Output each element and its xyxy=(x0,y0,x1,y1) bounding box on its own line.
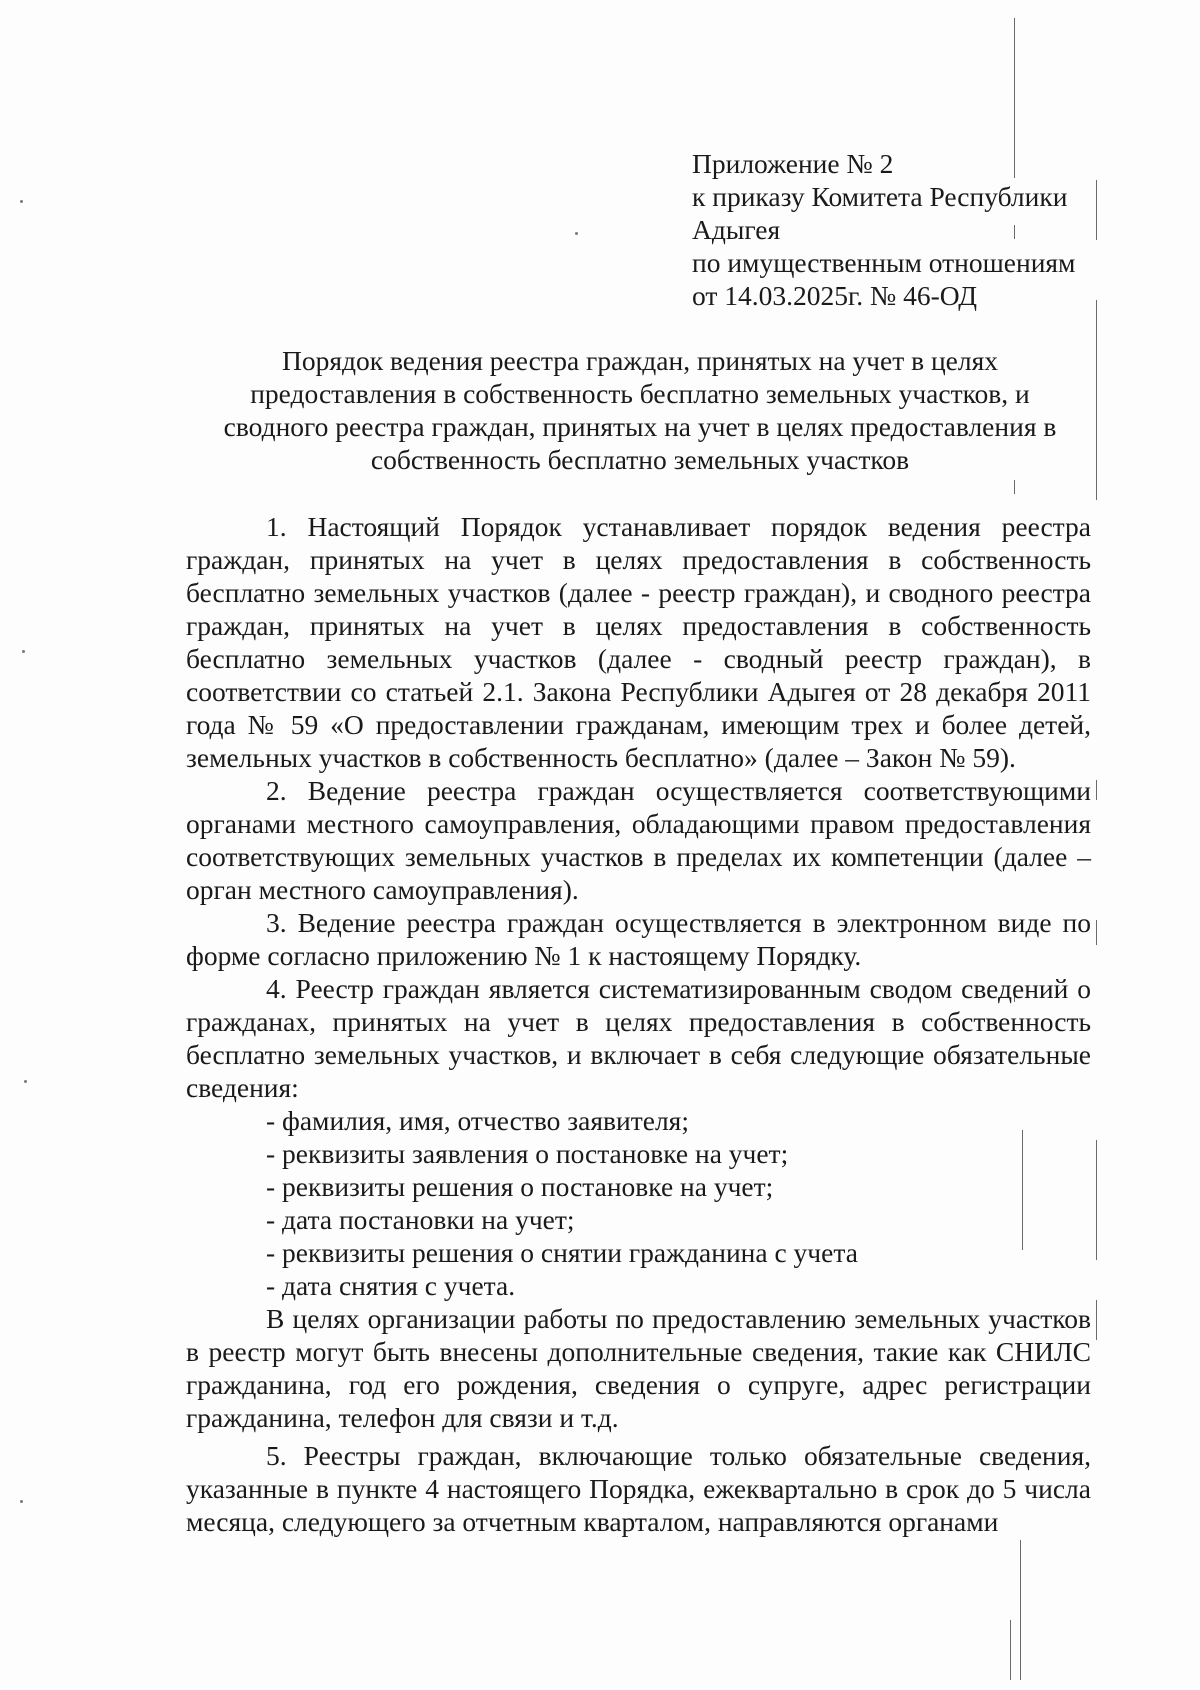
scan-artifact-line xyxy=(1096,1300,1097,1340)
scan-artifact-dot xyxy=(20,200,23,203)
title-line: сводного реестра граждан, принятых на учет в целях предоставления в xyxy=(223,411,1057,442)
scan-artifact-line xyxy=(1096,920,1097,945)
title-line: Порядок ведения реестра граждан, принятых на учет в целях xyxy=(282,345,998,376)
scan-artifact-dot xyxy=(20,1500,23,1503)
appendix-header xyxy=(692,147,1075,312)
scan-artifact-dot xyxy=(22,650,25,653)
paragraph-additional-info: В целях организации работы по предоставлению земельных участков в реестр могут быть внесены дополнительные сведения, такие как СНИЛС гражданина, год его рождения, сведения о супруге, адрес регистрации гражданина, телефон для связи и т.д. xyxy=(186,1303,1091,1433)
list-item: - реквизиты решения о постановке на учет; xyxy=(266,1171,774,1202)
list-item: - реквизиты решения о снятии гражданина с учета xyxy=(266,1237,858,1268)
appendix-date-number: от 14.03.2025г. № 46-ОД xyxy=(692,280,977,311)
appendix-order-ref: к приказу Комитета Республики xyxy=(692,181,1068,212)
paragraph-2: 2. Ведение реестра граждан осуществляется соответствующими органами местного самоуправления, обладающими правом предоставления соответствующих земельных участков в пределах их компетенции (далее – орган местного самоуправления). xyxy=(186,775,1091,905)
paragraph-4: 4. Реестр граждан является систематизированным сводом сведений о гражданах, принятых на учет в целях предоставления в собственность бесплатно земельных участков, и включает в себя следующие обязательные сведения: xyxy=(186,973,1091,1103)
paragraph-1: 1. Настоящий Порядок устанавливает порядок ведения реестра граждан, принятых на учет в целях предоставления в собственность бесплатно земельных участков (далее - реестр граждан), и сводного реестра граждан, принятых на учет в целях предоставления в собственность бесплатно земельных участков (далее - сводный реестр граждан), в соответствии со статьей 2.1. Закона Республики Адыгея от 28 декабря 2011 года № 59 «О предоставлении гражданам, имеющим трех и более детей, земельных участков в собственность бесплатно» (далее – Закон № 59). xyxy=(186,511,1091,773)
scan-artifact-line xyxy=(1096,180,1097,240)
appendix-region: Адыгея xyxy=(692,214,781,245)
appendix-committee: по имущественным отношениям xyxy=(692,247,1076,278)
scan-artifact-line xyxy=(1010,1620,1011,1680)
scan-artifact-line xyxy=(1096,780,1097,800)
document-title xyxy=(170,344,1110,476)
scan-artifact-dot xyxy=(24,1080,27,1083)
scan-artifact-dot xyxy=(575,232,578,235)
list-item: - дата снятия с учета. xyxy=(266,1270,516,1301)
required-info-list xyxy=(186,1104,1091,1302)
scan-artifact-line xyxy=(1096,1140,1097,1260)
title-line: предоставления в собственность бесплатно земельных участков, и xyxy=(250,378,1030,409)
appendix-number: Приложение № 2 xyxy=(692,148,894,179)
list-item: - дата постановки на учет; xyxy=(266,1204,575,1235)
document-body xyxy=(186,510,1091,1538)
list-item: - фамилия, имя, отчество заявителя; xyxy=(266,1105,689,1136)
scan-artifact-line xyxy=(1014,480,1015,494)
list-item: - реквизиты заявления о постановке на учет; xyxy=(266,1138,789,1169)
scan-artifact-line xyxy=(1020,1540,1021,1680)
paragraph-5: 5. Реестры граждан, включающие только обязательные сведения, указанные в пункте 4 настоящего Порядка, ежеквартально в срок до 5 числа месяца, следующего за отчетным кварталом, направляются органами xyxy=(186,1440,1091,1537)
paragraph-3: 3. Ведение реестра граждан осуществляется в электронном виде по форме согласно приложению № 1 к настоящему Порядку. xyxy=(186,907,1091,971)
title-line: собственность бесплатно земельных участков xyxy=(370,444,910,475)
